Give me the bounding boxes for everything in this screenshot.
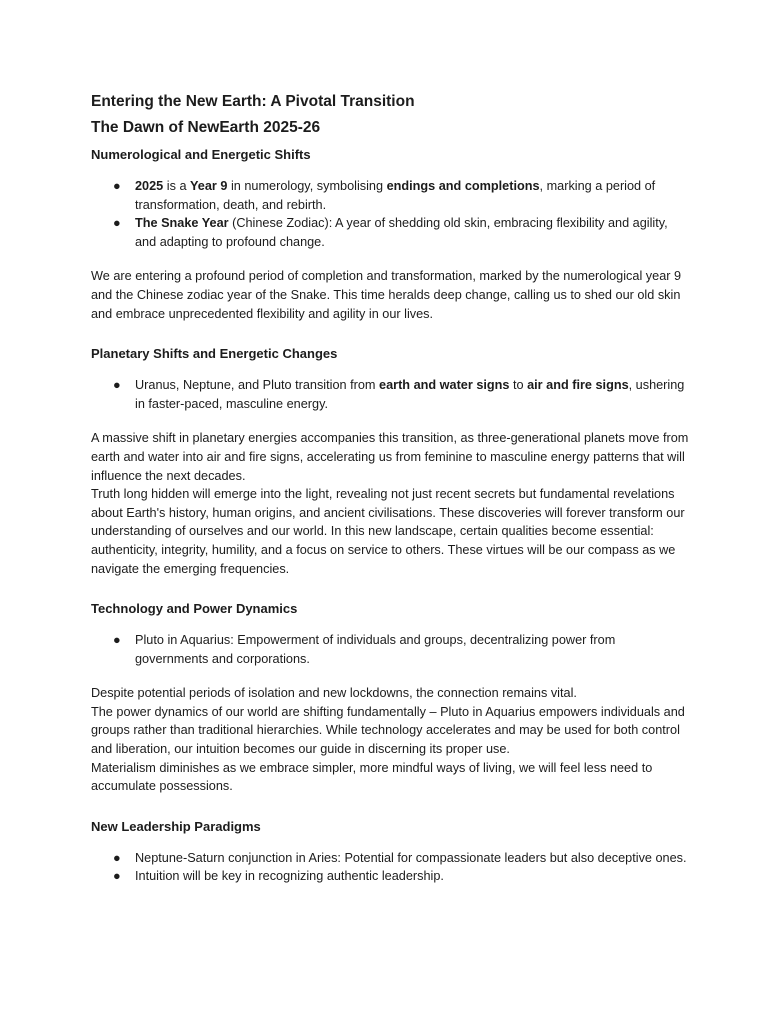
list-item [91, 631, 691, 668]
text-run: Uranus, Neptune, and Pluto transition from [135, 378, 380, 393]
text-run: is a [163, 179, 191, 193]
bullet-list [91, 177, 691, 251]
section-heading: Planetary Shifts and Energetic Changes [91, 346, 338, 362]
paragraph: Truth long hidden will emerge into the light, revealing not just recent secrets but fundamental revelations about Earth's history, human origins, and ancient civilisations. These discoveries will forever transform our understanding of ourselves and our world. In this new landscape, certain qualities become essential: authenticity, integrity, humility, and a focus on service to others. These virtues will be our compass as we navigate the emerging frequencies. [91, 487, 685, 576]
bullet-icon: ● [113, 850, 121, 865]
bullet-list [91, 849, 691, 886]
section-heading: Technology and Power Dynamics [91, 601, 298, 617]
section-heading: Numerological and Energetic Shifts [91, 147, 311, 162]
document-body [91, 89, 691, 886]
bullet-icon: ● [113, 216, 121, 231]
section-heading: New Leadership Paradigms [91, 818, 261, 834]
bullet-list [91, 376, 691, 413]
paragraph: A massive shift in planetary energies accompanies this transition, as three-generational planets move from earth and water into air and fire signs, accelerating us from feminine to masculine energy patterns that will influence the next decades. [91, 431, 689, 483]
paragraph-block [91, 429, 691, 578]
list-item [91, 214, 691, 251]
text-run: in numerology, symbolising [227, 179, 387, 193]
text-run: Intuition will be key in recognizing authentic leadership. [135, 869, 444, 884]
paragraph-block [91, 267, 691, 323]
paragraph: Despite potential periods of isolation and new lockdowns, the connection remains vital. [91, 686, 577, 701]
text-run: Pluto in Aquarius: Empowerment of individuals and groups, decentralizing power from governments and corporations. [135, 633, 616, 666]
text-run: , marking a period of transformation, death, and rebirth. [135, 179, 656, 212]
text-run: to [509, 378, 528, 393]
bold-text: earth and water signs [379, 378, 510, 393]
bold-text: 2025 [135, 179, 164, 193]
document-title: Entering the New Earth: A Pivotal Transition [91, 93, 415, 110]
paragraph: We are entering a profound period of completion and transformation, marked by the numerological year 9 and the Chinese zodiac year of the Snake. This time heralds deep change, calling us to shed our old skin and embrace unprecedented flexibility and agility in our lives. [91, 269, 682, 321]
list-item [91, 849, 691, 868]
bullet-icon: ● [113, 869, 121, 884]
text-run: (Chinese Zodiac): A year of shedding old skin, embracing flexibility and agility, and adapting to profound change. [135, 216, 668, 249]
bold-text: air and fire signs [527, 378, 629, 393]
bold-text: Year 9 [190, 179, 228, 193]
paragraph-block [91, 684, 691, 796]
paragraph: The power dynamics of our world are shifting fundamentally – Pluto in Aquarius empowers individuals and groups rather than traditional hierarchies. While technology accelerates and may be used for both control and liberation, our intuition becomes our guide in discerning its proper use. [91, 704, 685, 757]
bullet-icon: ● [113, 633, 121, 648]
paragraph: Materialism diminishes as we embrace simpler, more mindful ways of living, we will feel less need to accumulate possessions. [91, 760, 653, 794]
bullet-list [91, 631, 691, 668]
bold-text: The Snake Year [135, 216, 229, 231]
bold-text: endings and completions [386, 179, 540, 193]
text-run: Neptune-Saturn conjunction in Aries: Potential for compassionate leaders but also deceptive ones. [135, 850, 687, 865]
text-run: , ushering in faster-paced, masculine energy. [135, 378, 685, 411]
list-item [91, 867, 691, 886]
bullet-icon: ● [113, 179, 121, 193]
document-subtitle: The Dawn of NewEarth 2025-26 [91, 119, 321, 136]
list-item [91, 177, 691, 214]
list-item [91, 376, 691, 413]
bullet-icon: ● [113, 378, 121, 393]
